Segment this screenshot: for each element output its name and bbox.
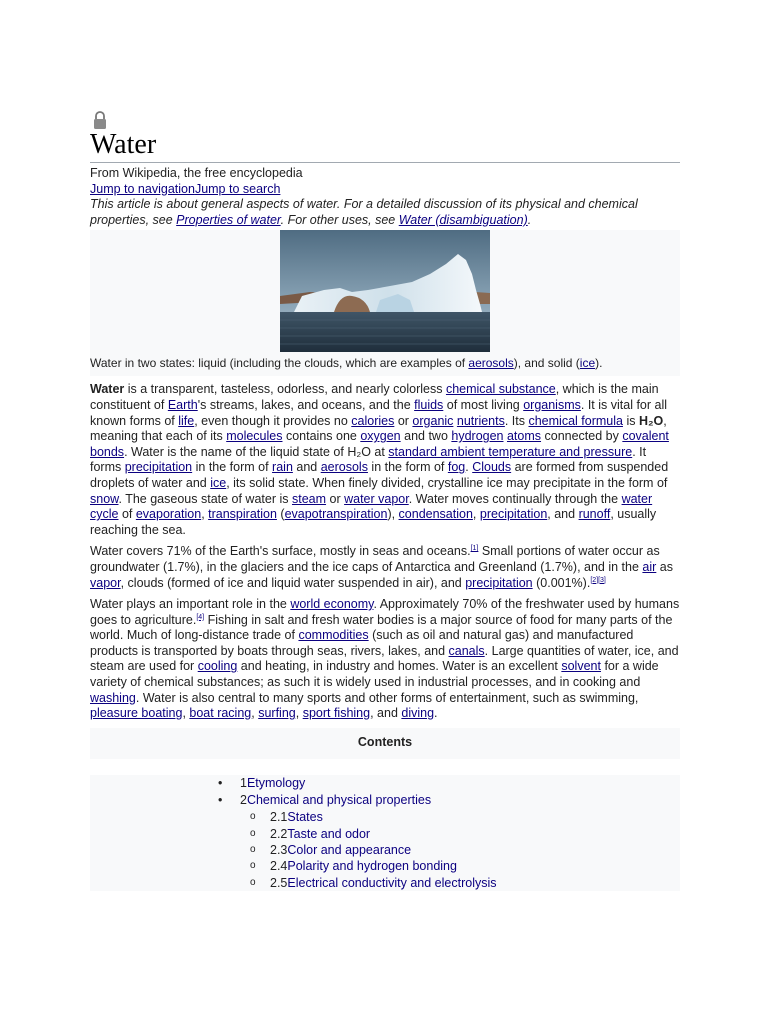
reference-link[interactable]: [1] [470, 545, 479, 553]
toc-subitem[interactable] [90, 875, 680, 891]
figure-caption [90, 352, 680, 370]
toc-link[interactable]: Polarity and hydrogen bonding [287, 859, 457, 874]
link[interactable]: pleasure boating [90, 706, 183, 721]
toc-list [90, 775, 680, 890]
text: . The gaseous state of water is [118, 491, 292, 506]
link[interactable]: diving [401, 706, 435, 721]
text: . It is vital for all known forms of [90, 397, 668, 428]
link[interactable]: life [178, 413, 195, 428]
link[interactable]: washing [90, 690, 136, 705]
link[interactable]: ice [210, 475, 227, 490]
link[interactable]: hydrogen [451, 429, 504, 444]
text: , clouds (formed of ice and liquid water suspended in air), and [120, 575, 466, 590]
text: , which is the main constituent of [90, 382, 659, 412]
link[interactable]: surfing [258, 706, 296, 721]
link[interactable]: commodities [298, 628, 369, 643]
link[interactable]: fog [447, 460, 466, 475]
text: in the form of [192, 460, 273, 475]
aerosols-link[interactable]: aerosols [468, 356, 514, 371]
text: and two [400, 429, 452, 444]
text: , [251, 706, 259, 721]
text: and [292, 460, 321, 475]
link[interactable]: atoms [506, 429, 542, 444]
text: 's streams, lakes, and oceans, and the [197, 397, 415, 412]
text: (0.001%). [532, 575, 591, 590]
lead-figure [90, 230, 680, 376]
text: , [295, 706, 303, 721]
toc-item[interactable] [90, 792, 680, 809]
link[interactable]: runoff [578, 507, 611, 522]
toc-number: 2.5 [270, 875, 288, 890]
link[interactable]: precipitation [124, 460, 193, 475]
text: , its solid state. When finely divided, crystalline ice may precipitate in the form of [226, 475, 668, 490]
text: , and [370, 706, 402, 721]
paragraph-economy [90, 597, 680, 722]
toc-link[interactable]: States [287, 810, 323, 825]
properties-of-water-link[interactable]: Properties of water [176, 212, 281, 227]
jump-to-navigation-link[interactable]: Jump to navigation [90, 181, 195, 196]
toc-subitem[interactable] [90, 809, 680, 825]
link[interactable]: precipitation [479, 507, 548, 522]
text: . [465, 460, 473, 475]
paragraph-intro [90, 382, 680, 538]
text: , and [547, 507, 579, 522]
link[interactable]: solvent [561, 659, 601, 674]
toc-link[interactable]: Color and appearance [287, 843, 412, 858]
link[interactable]: nutrients [456, 413, 505, 428]
bold-term: Water [90, 382, 125, 397]
text: , [182, 706, 190, 721]
link[interactable]: fluids [414, 397, 444, 412]
toc-title: Contents [357, 734, 413, 749]
toc-link[interactable]: Chemical and physical properties [246, 793, 432, 808]
text: Water plays an important role in the [90, 597, 291, 612]
text: . Large quantities of water, ice, and steam are used for [90, 643, 679, 674]
link[interactable]: snow [90, 491, 119, 506]
toc-link[interactable]: Taste and odor [287, 826, 371, 841]
link[interactable]: air [642, 559, 657, 574]
toc-number: 2.4 [270, 859, 288, 874]
toc-link[interactable]: Electrical conductivity and electrolysis [287, 875, 497, 890]
link[interactable]: sport fishing [302, 706, 371, 721]
text: Small portions of water occur as groundwater (1.7%), in the glaciers and the ice caps of Antarctica and Greenland (1.7%), and in the [90, 544, 660, 574]
text: Water covers 71% of the Earth's surface, mostly in seas and oceans. [90, 544, 471, 559]
lock-icon [92, 110, 108, 130]
link[interactable]: cooling [197, 659, 238, 674]
link[interactable]: aerosols [320, 460, 368, 475]
text: . Water is the name of the liquid state of H₂O at [124, 444, 389, 459]
toc-subitem[interactable] [90, 858, 680, 874]
text: . Its [504, 413, 529, 428]
text: Fishing in salt and fresh water bodies is a major source of food for many parts of the world. Much of long-distance trade of [90, 612, 673, 643]
text: . Water moves continually through the [408, 491, 622, 506]
water-disambiguation-link[interactable]: Water (disambiguation) [398, 212, 528, 227]
text: connected by [541, 429, 623, 444]
caption-text: Water in two states: liquid (including the clouds, which are examples of [90, 356, 469, 371]
reference-link[interactable]: [2][3] [590, 576, 606, 584]
toc-subitem[interactable] [90, 842, 680, 858]
caption-text: ), and solid ( [513, 356, 580, 371]
hatnote [90, 197, 680, 228]
text: . Approximately 70% of the freshwater used by humans goes to agriculture. [90, 597, 680, 627]
link[interactable]: precipitation [465, 575, 533, 590]
page-title: Water [90, 128, 680, 163]
text: , [472, 507, 480, 522]
caption-text: ). [595, 356, 603, 371]
ice-link[interactable]: ice [579, 356, 596, 371]
link[interactable]: chemical substance [445, 382, 556, 397]
text: are formed from suspended droplets of water and [90, 460, 669, 490]
link[interactable]: covalent bonds [90, 429, 669, 459]
toc-item[interactable] [90, 775, 680, 792]
link[interactable]: Earth [167, 397, 198, 412]
toc-number: 2.2 [270, 826, 288, 841]
text: contains one [282, 429, 361, 444]
link[interactable]: rain [272, 460, 293, 475]
reference-link[interactable]: [4] [196, 613, 205, 621]
text: . It forms [90, 444, 647, 475]
link[interactable]: evapotranspiration [284, 507, 388, 522]
text: . [434, 706, 438, 721]
text: or [394, 413, 413, 428]
toc-number: 2.3 [270, 843, 288, 858]
text: or [326, 491, 345, 506]
text: is a transparent, tasteless, odorless, and nearly colorless [124, 382, 446, 397]
link[interactable]: calories [351, 413, 395, 428]
hatnote-text: This article is about general aspects of water. For a detailed discussion of its physical and chemical properties, see [90, 197, 638, 227]
text: ), [387, 507, 399, 522]
text: , even though it provides no [194, 413, 352, 428]
text: . Water is also central to many sports and other forms of entertainment, such as swimming, [135, 690, 639, 705]
text: of [118, 507, 136, 522]
toc-link[interactable]: Etymology [246, 776, 306, 791]
link[interactable]: vapor [90, 575, 121, 590]
link[interactable]: boat racing [189, 706, 252, 721]
toc-number: 2 [240, 793, 247, 808]
link[interactable]: Clouds [472, 460, 512, 475]
link[interactable]: evaporation [135, 507, 202, 522]
text: , [201, 507, 209, 522]
jump-links [90, 182, 680, 198]
text: ( [276, 507, 285, 522]
hatnote-text: . [527, 212, 532, 227]
formula: H₂O [638, 413, 664, 428]
link[interactable]: molecules [226, 429, 283, 444]
link[interactable]: organic [412, 413, 454, 428]
text: as [656, 559, 673, 574]
text: and heating, in industry and homes. Water is an excellent [237, 659, 562, 674]
link[interactable]: condensation [398, 507, 473, 522]
link[interactable]: water cycle [90, 491, 653, 522]
text: of most living [443, 397, 524, 412]
toc-subitem[interactable] [90, 826, 680, 842]
link[interactable]: water vapor [344, 491, 409, 506]
text: , meaning that each of its [90, 413, 667, 444]
table-of-contents [90, 728, 680, 891]
link[interactable]: standard ambient temperature and pressure [388, 444, 633, 459]
link[interactable]: steam [291, 491, 327, 506]
text: (such as oil and natural gas) and manufactured products is transported by boats through seas, rivers, lakes, and [90, 628, 634, 658]
text: for a wide variety of chemical substances; as such it is widely used in industrial processes, and in cooking and [90, 659, 659, 690]
toc-spacer [90, 759, 680, 775]
link[interactable]: transpiration [208, 507, 277, 522]
toc-number: 2.1 [270, 810, 288, 825]
article-body [90, 166, 680, 891]
paragraph-coverage [90, 544, 680, 591]
text: , usually reaching the sea. [90, 507, 657, 537]
link[interactable]: world economy [290, 597, 374, 612]
text: in the form of [367, 460, 448, 475]
link[interactable]: oxygen [360, 429, 401, 444]
link[interactable]: organisms [523, 397, 581, 412]
toc-number: 1 [240, 776, 247, 791]
text: is [622, 413, 639, 428]
site-tagline: From Wikipedia, the free encyclopedia [90, 166, 303, 180]
hatnote-text: . For other uses, see [280, 212, 399, 227]
link[interactable]: canals [448, 643, 485, 658]
jump-to-search-link[interactable]: Jump to search [194, 181, 281, 196]
link[interactable]: chemical formula [528, 413, 623, 428]
iceberg-image[interactable] [280, 230, 490, 352]
